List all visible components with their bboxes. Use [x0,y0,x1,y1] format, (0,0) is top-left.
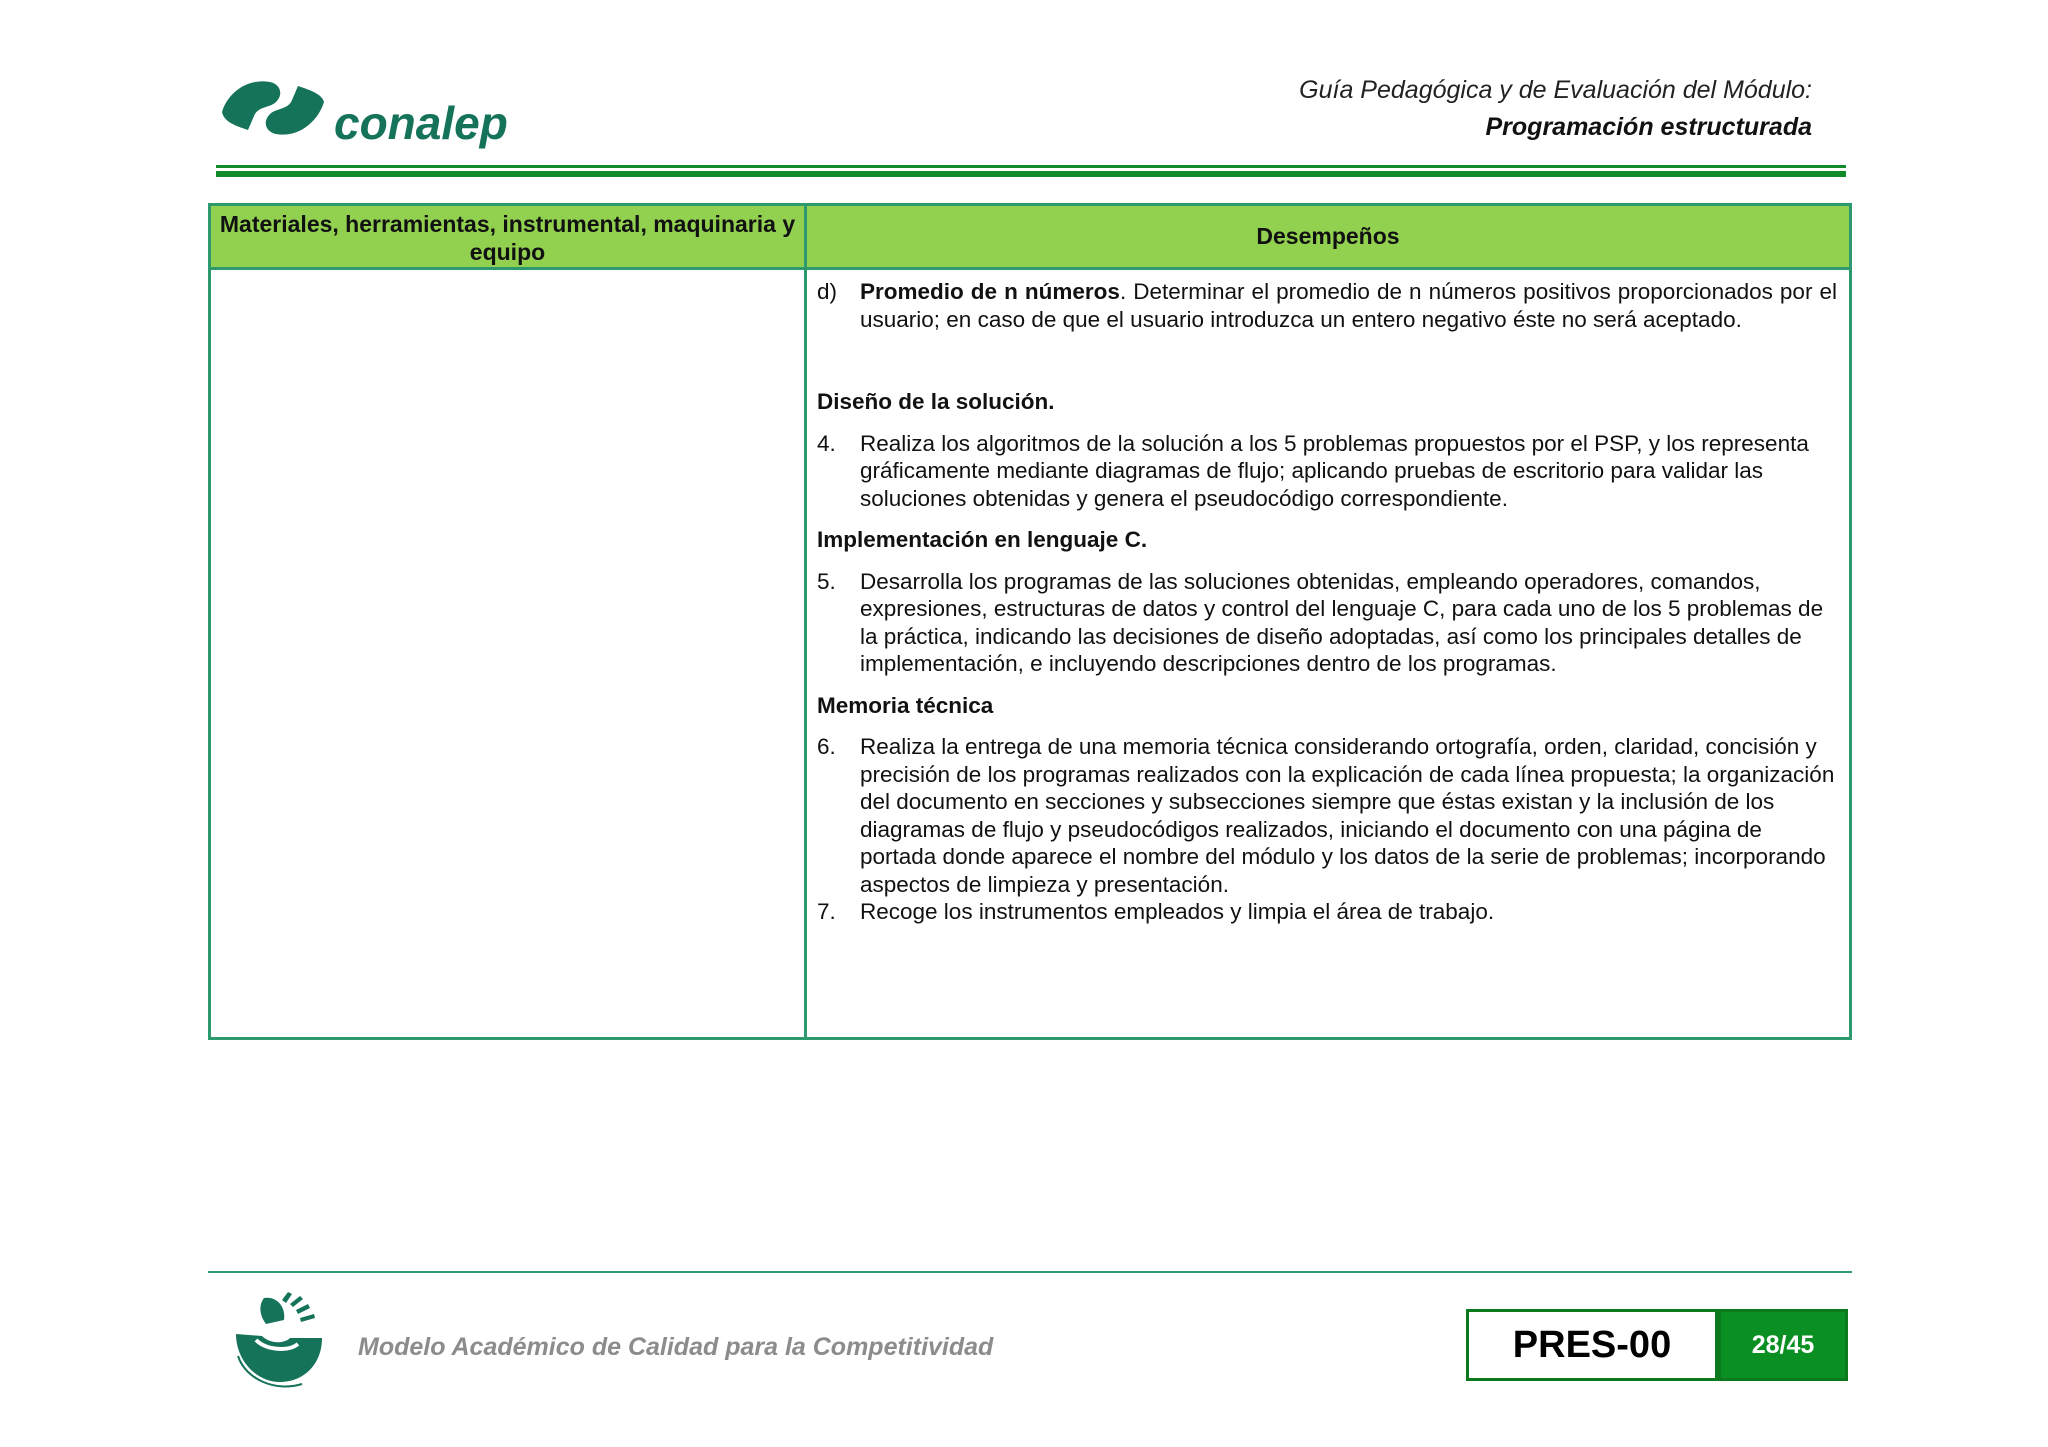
page-number: 28/45 [1718,1309,1848,1381]
list-item-4 [817,430,1837,513]
list-item-text: Realiza la entrega de una memoria técnica considerando ortografía, orden, claridad, concisión y precisión de los programas realizados con la explicación de cada línea propuesta; la organización del documento en secciones y subsecciones siempre que éstas existan y la inclusión de los diagramas de flujo y pseudocódigos realizados, iniciando el documento con una página de portada donde aparece el nombre del módulo y los datos de la serie de problemas; incorporando aspectos de limpieza y presentación. [860,734,1835,897]
header-rule-thin [216,165,1846,168]
list-marker: 4. [817,430,836,456]
section-heading-implementation: Implementación en lenguaje C. [817,527,1148,552]
list-marker: 7. [817,899,836,924]
list-item-6 [817,733,1837,898]
list-item-5 [817,568,1837,678]
problem-description: . Determinar el promedio de n números positivos proporcionados por el usuario; en caso de que el usuario introduzca un entero negativo éste no será aceptado. [860,279,1837,332]
list-marker: d) [817,279,838,304]
academic-model-text: Modelo Académico de Calidad para la Competitividad [358,1333,994,1361]
logo-wordmark: conalep [334,97,508,149]
conalep-logo-mark-icon [218,72,328,148]
conalep-logo [218,72,518,156]
list-item-text: Realiza los algoritmos de la solución a los 5 problemas propuestos por el PSP, y los representa gráficamente mediante diagramas de flujo; aplicando pruebas de escritorio para validar las soluciones obtenidas y genera el pseudocódigo correspondiente. [860,430,1809,511]
table-header-row [211,206,1849,270]
list-item-text: Recoge los instrumentos empleados y limpia el área de trabajo. [860,899,1495,924]
quality-seal-icon [226,1290,332,1396]
module-name: Programación estructurada [1485,113,1812,141]
quality-seal-logo [226,1290,332,1396]
desempenos-cell [817,278,1837,926]
column-header-materials: Materiales, herramientas, instrumental, maquinaria y equipo [219,211,796,265]
list-marker: 6. [817,734,836,759]
document-code: PRES-00 [1466,1309,1718,1381]
list-marker: 5. [817,568,836,594]
guide-title: Guía Pedagógica y de Evaluación del Módulo: [1299,76,1812,104]
list-item-7 [817,898,1837,926]
column-header-desempenos: Desempeños [1256,223,1400,249]
list-item-d [817,278,1837,333]
footer-rule [208,1271,1852,1273]
list-item-text: Desarrolla los programas de las soluciones obtenidas, empleando operadores, comandos, expresiones, estructuras de datos y control del lenguaje C, para cada uno de los 5 problemas de la práctica, indicando las decisiones de diseño adoptadas, así como los principales detalles de implementación, e incluyendo descripciones dentro de los programas. [860,568,1824,676]
performance-table [208,203,1852,1040]
section-heading-design: Diseño de la solución. [817,389,1055,414]
column-divider [804,206,807,1037]
header-rule-thick [216,171,1846,177]
list-item-text [860,278,1837,333]
section-heading-memoria: Memoria técnica [817,692,994,718]
problem-title: Promedio de n números [860,279,1120,304]
